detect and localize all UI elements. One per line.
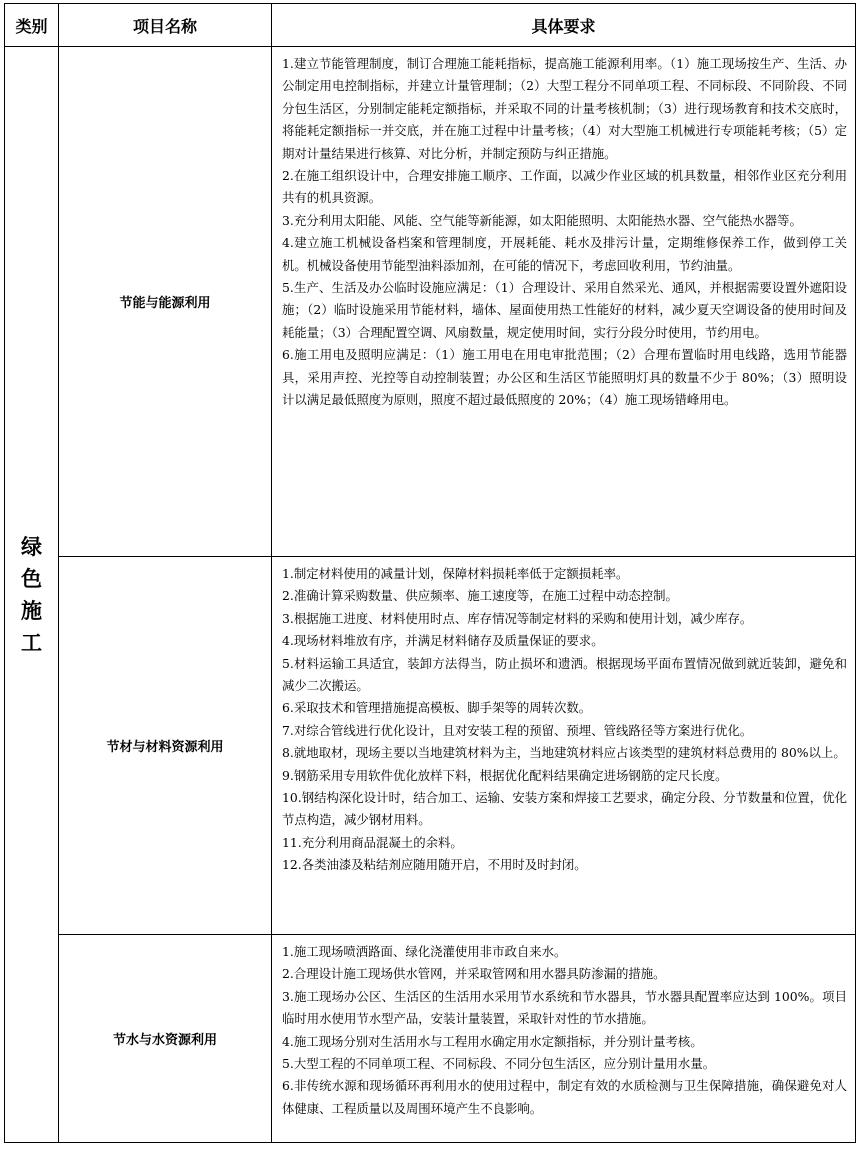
requirement-item: 6.非传统水源和现场循环再利用水的使用过程中，制定有效的水质检测与卫生保障措施，确保避免对人体健康、工程质量以及周围环境产生不良影响。 <box>282 1078 847 1116</box>
table-row <box>5 557 856 935</box>
requirement-item: 6.施工用电及照明应满足：（1）施工用电在用电审批范围；（2）合理布置临时用电线路，选用节能器具，采用声控、光控等自动控制装置；办公区和生活区节能照明灯具的数量不少于 80%；（3）照明设计以满足最低照度为原则，照度不超过最低照度的 20%；（4）施工现场错峰用电。 <box>282 347 847 408</box>
requirement-item: 4.现场材料堆放有序，并满足材料储存及质量保证的要求。 <box>282 633 604 649</box>
category-char: 色 <box>21 566 42 591</box>
requirement-item: 6.采取技术和管理措施提高模板、脚手架等的周转次数。 <box>282 700 592 716</box>
requirement-item: 7.对综合管线进行优化设计，且对安装工程的预留、预埋、管线路径等方案进行优化。 <box>282 722 753 738</box>
item-name-water: 节水与水资源利用 <box>59 935 272 1143</box>
requirement-item: 4.建立施工机械设备档案和管理制度，开展耗能、耗水及排污计量，定期维修保养工作，做到停工关机。机械设备使用节能型油料添加剂，在可能的情况下，考虑回收利用，节约油量。 <box>282 235 847 273</box>
category-char: 绿 <box>21 534 42 559</box>
header-category: 类别 <box>5 4 59 47</box>
requirement-item: 3.施工现场办公区、生活区的生活用水采用节水系统和节水器具，节水器具配置率应达到 100%。项目临时用水使用节水型产品，安装计量装置，采取针对性的节水措施。 <box>282 988 847 1027</box>
header-row <box>5 4 856 47</box>
requirement-item: 12.各类油漆及粘结剂应随用随开启，不用时及时封闭。 <box>282 857 587 873</box>
item-name-energy: 节能与能源利用 <box>59 47 272 557</box>
requirement-item: 8.就地取材，现场主要以当地建筑材料为主，当地建筑材料应占该类型的建筑材料总费用的 80%以上。 <box>282 745 846 761</box>
category-char: 工 <box>21 630 42 655</box>
requirement-item: 2.准确计算采购数量、供应频率、施工速度等，在施工过程中动态控制。 <box>282 588 678 604</box>
requirement-item: 5.生产、生活及办公临时设施应满足：（1）合理设计、采用自然采光、通风，并根据需要设置外遮阳设施；（2）临时设施采用节能材料，墙体、屋面使用热工性能好的材料，减少夏天空调设备的使用时间及耗能量；（3）合理配置空调、风扇数量，规定使用时间，实行分段分时使用，节约用电。 <box>282 280 847 340</box>
requirement-item: 1.制定材料使用的减量计划，保障材料损耗率低于定额损耗率。 <box>282 566 629 581</box>
item-name-materials: 节材与材料资源利用 <box>59 557 272 935</box>
category-cell <box>5 47 59 1143</box>
requirement-item: 3.根据施工进度、材料使用时点、库存情况等制定材料的采购和使用计划，减少库存。 <box>282 610 753 626</box>
requirement-item: 5.材料运输工具适宜，装卸方法得当，防止损坏和遗洒。根据现场平面布置情况做到就近装卸，避免和减少二次搬运。 <box>282 655 847 694</box>
requirement-item: 4.施工现场分别对生活用水与工程用水确定用水定额指标，并分别计量考核。 <box>282 1033 703 1049</box>
requirement-item: 5.大型工程的不同单项工程、不同标段、不同分包生活区，应分别计量用水量。 <box>282 1056 716 1072</box>
requirement-item: 1.施工现场喷洒路面、绿化浇灌使用非市政自来水。 <box>282 944 567 959</box>
table-row <box>5 47 856 557</box>
requirement-item: 2.在施工组织设计中，合理安排施工顺序、工作面，以减少作业区域的机具数量，相邻作业区充分利用共有的机具资源。 <box>282 168 847 206</box>
category-char: 施 <box>21 598 42 623</box>
requirement-item: 3.充分利用太阳能、风能、空气能等新能源，如太阳能照明、太阳能热水器、空气能热水器等。 <box>282 212 802 228</box>
requirement-item: 2.合理设计施工现场供水管网，并采取管网和用水器具防渗漏的措施。 <box>282 966 666 982</box>
requirement-water <box>272 935 856 1143</box>
requirement-item: 9.钢筋采用专用软件优化放样下料，根据优化配料结果确定进场钢筋的定尺长度。 <box>282 767 728 783</box>
requirement-materials <box>272 557 856 935</box>
header-requirement: 具体要求 <box>272 4 856 47</box>
requirement-item: 10.钢结构深化设计时，结合加工、运输、安装方案和焊接工艺要求，确定分段、分节数量和位置，优化节点构造，减少钢材用料。 <box>282 790 847 828</box>
header-item-name: 项目名称 <box>59 4 272 47</box>
requirement-item: 1.建立节能管理制度，制订合理施工能耗指标，提高施工能源利用率。（1）施工现场按生产、生活、办公制定用电控制指标，并建立计量管理制；（2）大型工程分不同单项工程、不同标段、不同阶段、不同分包生活区，分别制定能耗定额指标，并采取不同的计量考核机制；（3）进行现场教育和技术交底时，将能耗定额指标一并交底，并在施工过程中计量考核；（4）对大型施工机械进行专项能耗考核；（5）定期对计量结果进行核算、对比分析，并制定预防与纠正措施。 <box>282 56 847 161</box>
green-construction-table <box>4 3 856 1143</box>
requirement-item: 11.充分利用商品混凝土的余料。 <box>282 834 463 850</box>
requirement-energy <box>272 47 856 557</box>
table-row <box>5 935 856 1143</box>
